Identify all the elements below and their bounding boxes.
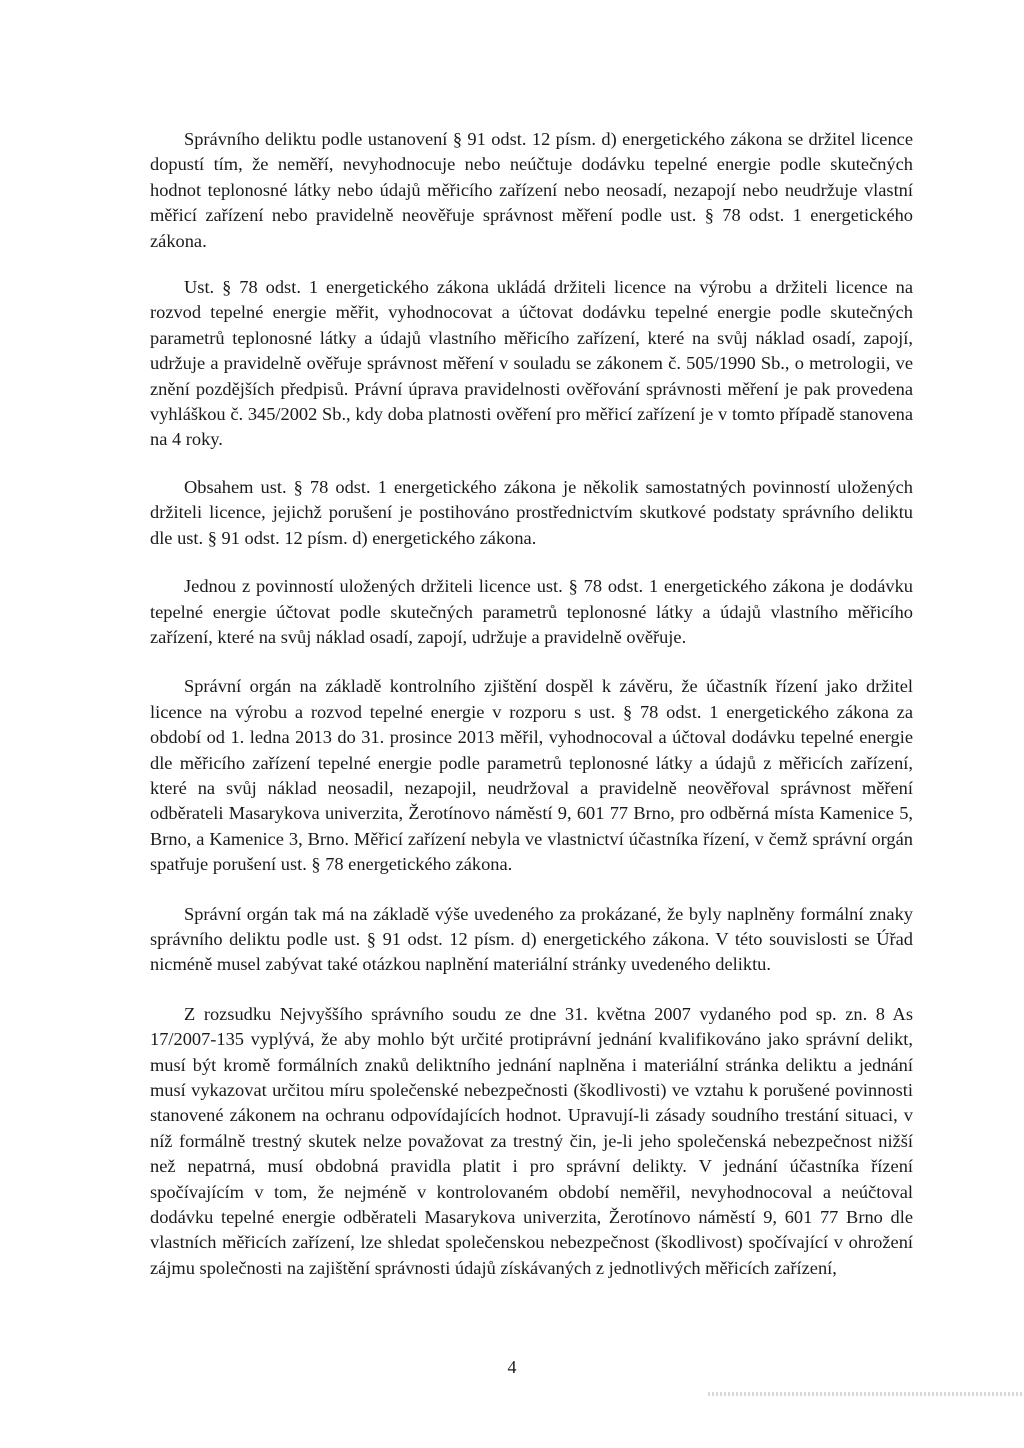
paragraph-5: Správní orgán na základě kontrolního zjištění dospěl k závěru, že účastník řízení jako držitel licence na výrobu a rozvod tepelné energie v rozporu s ust. § 78 odst. 1 energetického zákona za období od 1. ledna 2013 do 31. prosince 2013 měřil, vyhodnocoval a účtoval dodávku tepelné energie dle měřicího zařízení tepelné energie podle parametrů teplonosné látky a údajů z měřicích zařízení, které na svůj náklad neosadil, nezapojil, neudržoval a pravidelně neověřoval správnost měření odběrateli Masarykova univerzita, Žerotínovo náměstí 9, 601 77 Brno, pro odběrná místa Kamenice 5, Brno, a Kamenice 3, Brno. Měřicí zařízení nebyla ve vlastnictví účastníka řízení, v čemž správní orgán spatřuje porušení ust. § 78 energetického zákona. xyxy=(150,676,913,875)
scan-noise-line xyxy=(708,1392,1024,1396)
page-number: 4 xyxy=(507,1357,517,1377)
paragraph-7: Z rozsudku Nejvyššího správního soudu ze dne 31. května 2007 vydaného pod sp. zn. 8 As 17/2007-135 vyplývá, že aby mohlo být určité protiprávní jednání kvalifikováno jako správní delikt, musí být kromě formálních znaků deliktního jednání naplněna i materiální stránka deliktu a jednání musí vykazovat určitou míru společenské nebezpečnosti (škodlivosti) ve vztahu k porušené povinnosti stanovené zákonem na ochranu odpovídajících hodnot. Upravují-li zásady soudního trestání situaci, v níž formálně trestný skutek nelze považovat za trestný čin, je-li jeho společenská nebezpečnost nižší než nepatrná, musí obdobná pravidla platit i pro správní delikty. V jednání účastníka řízení spočívajícím v tom, že nejméně v kontrolovaném období neměřil, nevyhodnocoval a neúčtoval dodávku tepelné energie odběrateli Masarykova univerzita, Žerotínovo náměstí 9, 601 77 Brno dle vlastních měřicích zařízení, lze shledat společenskou nebezpečnost (škodlivost) spočívající v ohrožení zájmu společnosti na zajištění správnosti údajů získávaných z jednotlivých měřicích zařízení, xyxy=(150,1003,913,1278)
paragraph-1: Správního deliktu podle ustanovení § 91 odst. 12 písm. d) energetického zákona se držitel licence dopustí tím, že neměří, nevyhodnocuje nebo neúčtuje dodávku tepelné energie podle skutečných hodnot teplonosné látky nebo údajů měřicího zařízení nebo neosadí, nezapojí nebo neudržuje vlastní měřicí zařízení nebo pravidelně neověřuje správnost měření podle ust. § 78 odst. 1 energetického zákona. xyxy=(150,129,913,251)
paragraph-2: Ust. § 78 odst. 1 energetického zákona ukládá držiteli licence na výrobu a držiteli licence na rozvod tepelné energie měřit, vyhodnocovat a účtovat dodávku tepelné energie podle skutečných parametrů teplonosné látky a údajů vlastního měřicího zařízení, které na svůj náklad osadí, zapojí, udržuje a pravidelně ověřuje správnost měření v souladu se zákonem č. 505/1990 Sb., o metrologii, ve znění pozdějších předpisů. Právní úprava pravidelnosti ověřování správnosti měření je pak provedena vyhláškou č. 345/2002 Sb., kdy doba platnosti ověření pro měřicí zařízení je v tomto případě stanovena na 4 roky. xyxy=(150,277,913,450)
paragraph-3: Obsahem ust. § 78 odst. 1 energetického zákona je několik samostatných povinností uložených držiteli licence, jejichž porušení je postihováno prostřednictvím skutkové podstaty správního deliktu dle ust. § 91 odst. 12 písm. d) energetického zákona. xyxy=(150,476,913,548)
paragraph-6: Správní orgán tak má na základě výše uvedeného za prokázané, že byly naplněny formální znaky správního deliktu podle ust. § 91 odst. 12 písm. d) energetického zákona. V této souvislosti se Úřad nicméně musel zabývat také otázkou naplnění materiální stránky uvedeného deliktu. xyxy=(150,903,913,975)
paragraph-4: Jednou z povinností uložených držiteli licence ust. § 78 odst. 1 energetického zákona je dodávku tepelné energie účtovat podle skutečných parametrů teplonosné látky a údajů vlastního měřicího zařízení, které na svůj náklad osadí, zapojí, udržuje a pravidelně ověřuje. xyxy=(150,576,913,647)
document-body xyxy=(150,127,913,1303)
